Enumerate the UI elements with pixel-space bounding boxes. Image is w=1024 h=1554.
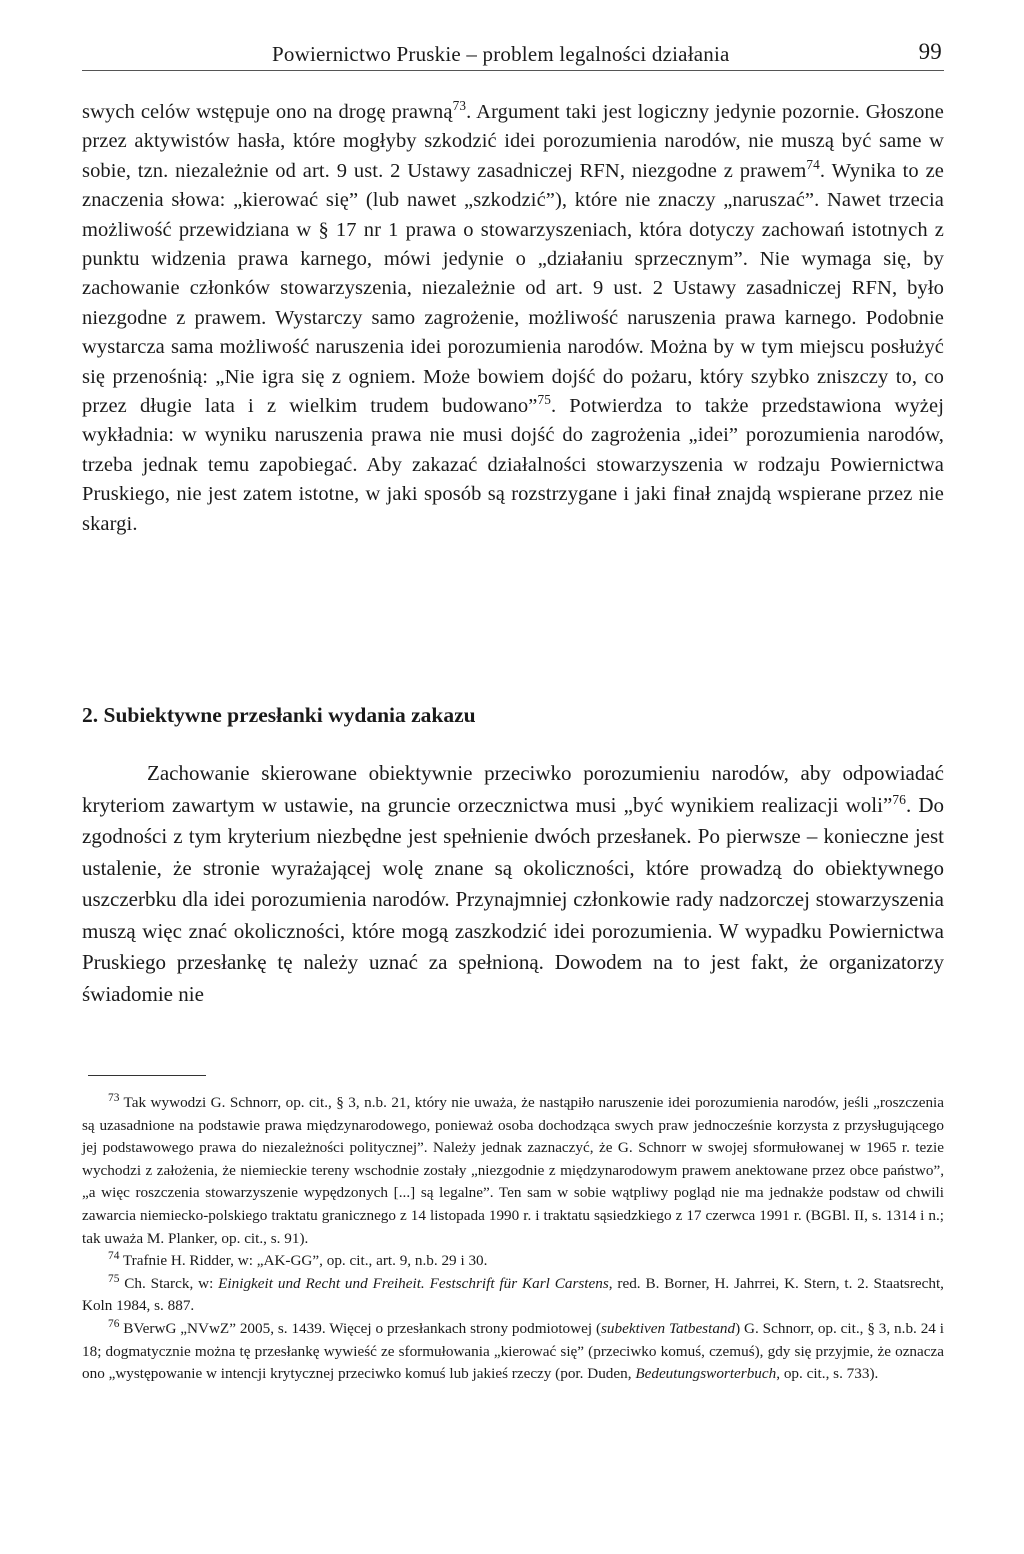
footnote-separator: [88, 1075, 206, 1076]
footnote-italic-term: subektiven Tatbestand: [601, 1319, 736, 1337]
running-title: Powiernictwo Pruskie – problem legalności działania: [272, 42, 730, 66]
footnote-number: 76: [108, 1317, 120, 1330]
footnote-text: Trafnie H. Ridder, w: „AK-GG”, op. cit., art. 9, n.b. 29 i 30.: [119, 1252, 488, 1270]
paragraph-text: . Argument taki jest logiczny jedynie pozornie. Głoszone przez aktywistów hasła, które mogłyby szkodzić idei porozumienia narodów, nie muszą być same w sobie, tzn. niezależnie od art. 9 ust. 2 Ustawy zasadniczej RFN, niezgodne z prawem: [82, 101, 944, 182]
footnote-ref-75[interactable]: 75: [537, 392, 551, 408]
footnote-number: 74: [108, 1250, 120, 1263]
footnote-text: Tak wywodzi G. Schnorr, op. cit., § 3, n.b. 21, który nie uważa, że nastąpiło naruszenie idei porozumienia narodów, jeśli „roszczenia są uzasadnione na podstawie prawa międzynarodowego, ponieważ osoba dochodząca swych praw jednocześnie korzysta z przysługującego jej podstawowego prawa do niezależności politycznej”. Należy jednak zaznaczyć, że G. Schnorr w swojej sformułowanej w 1965 r. tezie wychodzi z założenia, że niemieckie tereny wschodnie zostały „niezgodnie z międzynarodowym prawem anektowane przez obce państwo”, „a więc roszczenia stowarzyszenie wypędzonych [...] są legalne”. Ten sam w sobie wątpliwy pogląd nie ma jednakże podstaw od chwili zawarcia niemiecko-polskiego traktatu granicznego z 14 listopada 1990 r. i traktatu sąsiedzkiego z 17 czerwca 1991 r. (BGBl. II, s. 1314 i n.; tak uważa M. Planker, op. cit., s. 91).: [82, 1094, 944, 1247]
footnote-ref-73[interactable]: 73: [452, 98, 467, 114]
footnote-75: [82, 1273, 944, 1318]
footnote-italic-title: Bedeutungsworterbuch: [635, 1365, 777, 1383]
footnotes: [82, 1092, 944, 1386]
paragraph-text: Zachowanie skierowane obiektywnie przeciwko porozumieniu narodów, aby odpowiadać kryteriom zawartym w ustawie, na gruncie orzecznictwa musi „być wynikiem realizacji woli”: [82, 761, 944, 817]
footnote-76: [82, 1318, 944, 1386]
footnote-text: Ch. Starck, w:: [119, 1274, 219, 1292]
page-number: 99: [918, 39, 942, 64]
body-paragraph-1: [82, 98, 944, 539]
footnote-number: 73: [108, 1091, 120, 1104]
footnote-73: [82, 1092, 944, 1250]
footnote-italic-title: Einigkeit und Recht und Freiheit. Festschrift für Karl Carstens: [218, 1274, 609, 1292]
footnote-ref-74[interactable]: 74: [806, 156, 820, 172]
header-rule: [82, 70, 944, 71]
footnote-text: , op. cit., s. 733).: [776, 1365, 879, 1383]
footnote-text: ) G. Schnorr, op. cit., § 3, n.b. 24 i 18; dogmatycznie można tę przesłankę wywieść ze sformułowania „kierować się” (przeciwko komuś, czemuś), gdy się przyjmie, że oznacza ono „występowanie w intencji krytycznej przeciwko komuś lub jakieś rzeczy (por. Duden,: [82, 1319, 944, 1383]
footnote-text: BVerwG „NVwZ” 2005, s. 1439. Więcej o przesłankach strony podmiotowej (: [119, 1319, 602, 1337]
paragraph-text: . Potwierdza to także przedstawiona wyżej wykładnia: w wyniku naruszenia prawa nie musi dojść do zagrożenia „idei” porozumienia narodów, trzeba jednak temu zapobiegać. Aby zakazać działalności stowarzyszenia w rodzaju Powiernictwa Pruskiego, nie jest zatem istotne, w jaki sposób są rozstrzygane i jaki finał znajdą wspierane przez nie skargi.: [82, 395, 944, 535]
paragraph-text: . Do zgodności z tym kryterium niezbędne jest spełnienie dwóch przesłanek. Po pierwsze – konieczne jest ustalenie, że stronie wyrażającej wolę znane są okoliczności, które prowadzą do obiektywnego uszczerbku dla idei porozumienia narodów. Przynajmniej członkowie rady nadzorczej stowarzyszenia muszą więc znać okoliczności, które mogą zaszkodzić idei porozumienia. W wypadku Powiernictwa Pruskiego przesłankę tę należy uznać za spełnioną. Dowodem na to jest fakt, że organizatorzy świadomie nie: [82, 792, 944, 1006]
footnote-74: [82, 1250, 944, 1273]
footnote-ref-76[interactable]: 76: [892, 791, 906, 807]
paragraph-text: swych celów wstępuje ono na drogę prawną: [82, 101, 453, 123]
footnote-text: , red. B. Borner, H. Jahrrei, K. Stern, t. 2. Staatsrecht, Koln 1984, s. 887.: [82, 1274, 944, 1315]
body-paragraph-2: [82, 758, 944, 1010]
paragraph-text: . Wynika to ze znaczenia słowa: „kierować się” (lub nawet „szkodzić”), które nie znaczy „naruszać”. Nawet trzecia możliwość przewidziana w § 17 nr 1 prawa o stowarzyszeniach, która dotyczy zachowań istotnych z punktu widzenia prawa karnego, mówi jedynie o „działaniu sprzecznym”. Nie wymaga się, by zachowanie członków stowarzyszenia, niezależnie od art. 9 ust. 2 Ustawy zasadniczej RFN, było niezgodne z prawem. Wystarczy samo zagrożenie, możliwość naruszenia prawa karnego. Podobnie wystarcza sama możliwość naruszenia idei porozumienia narodów. Można by w tym miejscu posłużyć się przenośnią: „Nie igra się z ogniem. Może bowiem dojść do pożaru, który szybko zniszczy to, co przez długie lata i z wielkim trudem budowano”: [82, 159, 944, 418]
running-head: [82, 38, 944, 68]
section-heading: 2. Subiektywne przesłanki wydania zakazu: [82, 703, 476, 727]
footnote-number: 75: [108, 1272, 120, 1285]
